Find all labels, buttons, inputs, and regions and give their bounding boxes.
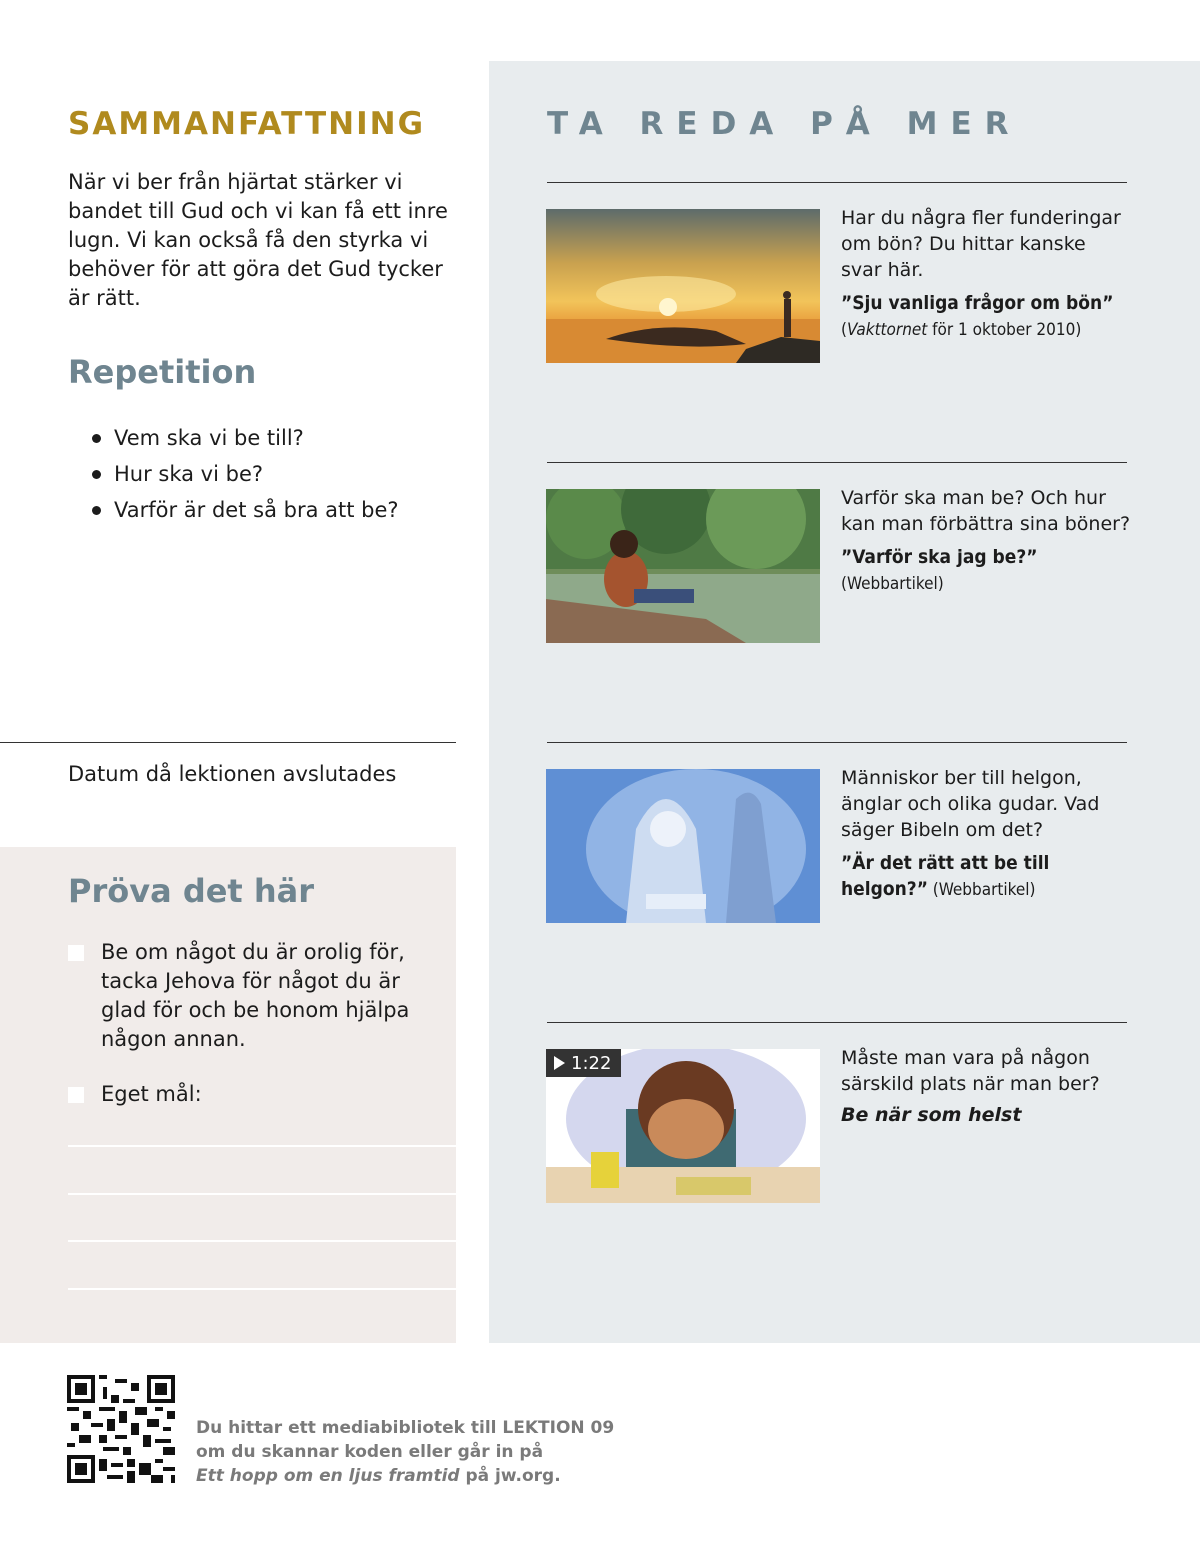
woman-sitting-by-river-image[interactable] (546, 489, 820, 643)
video-title-link[interactable]: Be när som helst (841, 1104, 1022, 1126)
item-link[interactable] (841, 290, 1131, 342)
item-description: Människor ber till helgon, änglar och olika gudar. Vad säger Bibeln om det? (841, 767, 1100, 841)
list-item (92, 420, 399, 456)
bullet-icon (92, 470, 101, 479)
item-title[interactable]: ”Är det rätt att be till helgon?” (841, 852, 1050, 900)
try-item (68, 938, 421, 1054)
item-source: (Vakttornet för 1 oktober 2010) (841, 320, 1082, 340)
try-item (68, 1080, 421, 1109)
video-duration-badge[interactable] (546, 1049, 621, 1077)
checkbox[interactable] (68, 1087, 84, 1103)
footer-line: om du skannar koden eller går in på (196, 1442, 544, 1462)
try-this-box (0, 847, 456, 1343)
item-description: Varför ska man be? Och hur kan man förbättra sina böner? (841, 487, 1131, 535)
item-divider (547, 182, 1127, 183)
try-item-text: Eget mål: (101, 1082, 202, 1106)
item-source: (Webbartikel) (841, 574, 944, 594)
bullet-icon (92, 434, 101, 443)
item-title[interactable]: ”Sju vanliga frågor om bön” (841, 292, 1114, 314)
item-title[interactable]: ”Varför ska jag be?” (841, 546, 1038, 568)
footer-link[interactable]: på jw.org. (459, 1466, 561, 1486)
qr-code[interactable] (67, 1375, 175, 1483)
goal-write-line[interactable] (68, 1288, 456, 1290)
repetition-question: Vem ska vi be till? (114, 426, 304, 450)
repetition-list (92, 420, 399, 528)
goal-write-line[interactable] (68, 1240, 456, 1242)
item-link[interactable] (841, 850, 1131, 902)
bullet-icon (92, 506, 101, 515)
summary-heading: SAMMANFATTNING (68, 106, 426, 142)
sunset-woman-on-rock-image[interactable] (546, 209, 820, 363)
item-description: Har du några fler funderingar om bön? Du hittar kanske svar här. (841, 207, 1121, 281)
learn-more-heading: TA REDA PÅ MER (547, 106, 1022, 142)
list-item (92, 492, 399, 528)
repetition-heading: Repetition (68, 353, 257, 391)
learn-more-item (841, 765, 1131, 902)
woman-praying-to-statue-image[interactable] (546, 769, 820, 923)
date-divider (0, 742, 456, 743)
play-icon (554, 1056, 565, 1070)
item-divider (547, 462, 1127, 463)
item-divider (547, 1022, 1127, 1023)
repetition-question: Hur ska vi be? (114, 462, 264, 486)
goal-write-line[interactable] (68, 1193, 456, 1195)
learn-more-item (841, 205, 1131, 342)
footer-text (196, 1416, 614, 1488)
book-title: Ett hopp om en ljus framtid (196, 1466, 460, 1486)
list-item (92, 456, 399, 492)
footer-line (196, 1464, 614, 1488)
repetition-question: Varför är det så bra att be? (114, 498, 399, 522)
try-this-heading: Pröva det här (68, 872, 315, 910)
summary-text: När vi ber från hjärtat stärker vi bandet till Gud och vi kan få ett inre lugn. Vi kan också få den styrka vi behöver för att göra det Gud tycker är rätt. (68, 170, 448, 310)
date-label: Datum då lektionen avslutades (68, 762, 397, 786)
learn-more-item (841, 485, 1131, 596)
video-duration: 1:22 (571, 1052, 612, 1074)
try-item-text: Be om något du är orolig för, tacka Jehova för något du är glad för och be honom hjälpa någon annan. (101, 940, 410, 1051)
item-link[interactable] (841, 544, 1131, 596)
item-divider (547, 742, 1127, 743)
item-description: Måste man vara på någon särskild plats när man ber? (841, 1047, 1100, 1095)
checkbox[interactable] (68, 945, 84, 961)
item-source: (Webbartikel) (927, 880, 1036, 900)
footer-line: Du hittar ett mediabibliotek till LEKTION 09 (196, 1418, 615, 1438)
goal-write-line[interactable] (68, 1145, 456, 1147)
learn-more-item (841, 1045, 1131, 1126)
